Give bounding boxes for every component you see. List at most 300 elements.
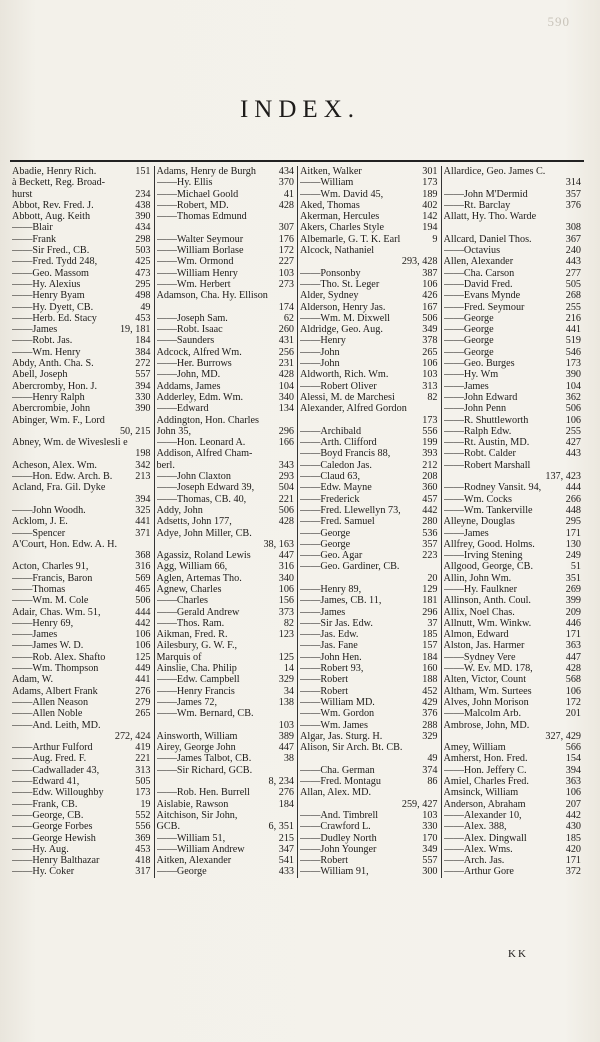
- entry-pages: 185: [565, 832, 581, 844]
- index-entry: [300, 663, 438, 674]
- entry-name: ——Wm. Thompson: [12, 663, 99, 675]
- index-entry: [157, 234, 295, 245]
- index-entry: [444, 358, 582, 369]
- index-entry: [444, 460, 582, 471]
- entry-name: ——Robt. Jas.: [12, 335, 73, 347]
- entry-name: ——George: [443, 346, 494, 358]
- index-entry: [444, 742, 582, 753]
- entry-name: Adamson, Cha. Hy. Ellison: [156, 290, 268, 302]
- entry-pages: 268: [565, 290, 581, 302]
- entry-pages: 280: [422, 516, 438, 528]
- entry-name: Alexander, Alfred Gordon: [300, 403, 407, 415]
- index-entry: [12, 189, 151, 200]
- entry-name: Abbot, Rev. Fred. J.: [12, 199, 94, 211]
- index-entry: [157, 369, 295, 380]
- entry-pages: [436, 245, 438, 256]
- index-entry: [444, 234, 582, 245]
- entry-pages: 194: [422, 222, 438, 234]
- entry-pages: 125: [135, 651, 151, 663]
- index-entry: [12, 561, 151, 572]
- entry-pages: [149, 720, 151, 731]
- entry-pages: [292, 765, 294, 776]
- entry-name: ——Crawford L.: [300, 821, 371, 833]
- index-entry: [157, 652, 295, 663]
- entry-name: ——Edw. Campbell: [156, 674, 240, 686]
- entry-pages: [579, 460, 581, 471]
- index-entry: [444, 776, 582, 787]
- index-entry: [300, 595, 438, 606]
- entry-pages: [149, 482, 151, 493]
- index-entry: [444, 177, 582, 188]
- index-entry: [12, 381, 151, 392]
- entry-pages: 399: [565, 595, 581, 607]
- index-entry: [12, 765, 151, 776]
- index-entry: [157, 437, 295, 448]
- entry-name: [12, 494, 133, 505]
- index-column-4: [441, 166, 585, 878]
- entry-pages: 402: [422, 199, 438, 211]
- entry-name: ——Saunders: [156, 335, 215, 347]
- index-entry: [157, 335, 295, 346]
- entry-name: Adcock, Alfred Wm.: [156, 346, 242, 358]
- entry-pages: 433: [278, 866, 294, 878]
- index-entry: [12, 471, 151, 482]
- entry-pages: 374: [422, 764, 438, 776]
- entry-name: Alten, Victor, Count: [443, 674, 527, 686]
- entry-name: Abell, Joseph: [12, 369, 68, 381]
- index-entry: [300, 833, 438, 844]
- entry-name: ——George: [443, 324, 494, 336]
- entry-pages: [292, 810, 294, 821]
- entry-name: Abdy, Anth. Cha. S.: [12, 358, 94, 370]
- entry-name: Abney, Wm. de Wiveslesli e: [12, 437, 128, 449]
- entry-name: berl.: [156, 459, 175, 471]
- index-entry: [300, 674, 438, 685]
- entry-pages: 438: [135, 199, 151, 211]
- entry-pages: 434: [135, 222, 151, 234]
- index-entry: [12, 482, 151, 493]
- entry-name: Addington, Hon. Charles: [156, 414, 259, 426]
- entry-name: ——Hy. Alexius: [12, 278, 81, 290]
- entry-name: ——John Younger: [300, 843, 377, 855]
- entry-pages: 170: [422, 832, 438, 844]
- index-entry: [12, 448, 151, 459]
- entry-pages: 442: [422, 504, 438, 516]
- index-entry: [300, 708, 438, 719]
- index-entry: [300, 505, 438, 516]
- entry-name: ——Edward: [156, 403, 209, 415]
- entry-pages: 207: [565, 798, 581, 810]
- entry-name: ——Edw. Willoughby: [12, 787, 104, 799]
- index-entry: [12, 335, 151, 346]
- entry-name: ——Geo. Agar: [300, 550, 363, 562]
- entry-pages: 6, 351: [268, 821, 294, 833]
- entry-pages: 279: [135, 696, 151, 708]
- entry-name: ——Charles: [156, 595, 208, 607]
- entry-name: ——William 91,: [300, 866, 369, 878]
- entry-pages: 176: [278, 233, 294, 245]
- index-entry: [157, 720, 295, 731]
- entry-name: Ainsworth, William: [156, 730, 238, 742]
- entry-pages: 420: [565, 843, 581, 855]
- index-entry: [157, 200, 295, 211]
- entry-pages: 372: [565, 866, 581, 878]
- index-entry: [12, 516, 151, 527]
- entry-pages: 446: [565, 617, 581, 629]
- entry-pages: 453: [135, 843, 151, 855]
- entry-pages: 51: [570, 561, 581, 573]
- index-entry: [444, 731, 582, 742]
- entry-pages: 34: [283, 685, 294, 697]
- index-entry: [12, 494, 151, 505]
- entry-pages: 106: [135, 640, 151, 652]
- entry-name: [157, 302, 277, 313]
- entry-pages: 360: [422, 482, 438, 494]
- entry-pages: 428: [278, 199, 294, 211]
- entry-pages: 273: [278, 278, 294, 290]
- index-entry: [157, 516, 295, 527]
- entry-pages: 389: [278, 730, 294, 742]
- entry-pages: 506: [422, 312, 438, 324]
- entry-name: Allfrey, Good. Holms.: [443, 538, 535, 550]
- index-entry: [300, 787, 438, 798]
- entry-pages: 362: [565, 391, 581, 403]
- entry-name: [444, 471, 544, 482]
- entry-pages: 295: [135, 278, 151, 290]
- entry-pages: 151: [135, 166, 151, 177]
- entry-pages: 106: [565, 787, 581, 799]
- entry-name: ——James: [443, 380, 489, 392]
- entry-pages: [292, 415, 294, 426]
- entry-pages: 227: [278, 256, 294, 268]
- entry-pages: 157: [422, 640, 438, 652]
- entry-pages: 442: [565, 809, 581, 821]
- entry-name: ——George: [300, 538, 351, 550]
- index-entry: [157, 776, 295, 787]
- entry-name: ——Arthur Fulford: [12, 742, 93, 754]
- index-entry: [157, 697, 295, 708]
- entry-name: Agg, William 66,: [156, 561, 228, 573]
- entry-pages: 20: [427, 572, 438, 584]
- entry-name: ——Rt. Barclay: [443, 199, 511, 211]
- entry-name: Aked, Thomas: [300, 199, 360, 211]
- index-entry: [12, 460, 151, 471]
- entry-name: ——Edward 41,: [12, 776, 80, 788]
- entry-name: ——Wm. Bernard, CB.: [156, 708, 254, 720]
- index-entry: [157, 640, 295, 651]
- entry-pages: 265: [135, 708, 151, 720]
- entry-pages: 443: [565, 256, 581, 268]
- entry-pages: 329: [422, 730, 438, 742]
- index-entry: [444, 166, 582, 177]
- entry-pages: [149, 415, 151, 426]
- entry-pages: 189: [422, 188, 438, 200]
- entry-name: [157, 720, 277, 731]
- entry-name: Adam, W.: [12, 674, 54, 686]
- index-entry: [444, 753, 582, 764]
- entry-name: ——Frank: [12, 233, 57, 245]
- entry-pages: 556: [422, 425, 438, 437]
- index-entry: [444, 256, 582, 267]
- entry-pages: 427: [565, 437, 581, 449]
- index-entry: [157, 753, 295, 764]
- entry-pages: 125: [278, 651, 294, 663]
- entry-pages: 256: [278, 346, 294, 358]
- index-entry: [157, 528, 295, 539]
- entry-name: Akers, Charles Style: [300, 222, 385, 234]
- entry-name: [444, 731, 544, 742]
- entry-pages: 123: [278, 629, 294, 641]
- entry-pages: 106: [135, 629, 151, 641]
- entry-pages: 541: [278, 855, 294, 867]
- index-entry: [444, 844, 582, 855]
- header-rule: [10, 160, 584, 162]
- entry-pages: [292, 528, 294, 539]
- entry-name: Acheson, Alex. Wm.: [12, 459, 97, 471]
- entry-pages: [149, 177, 151, 188]
- entry-pages: 313: [422, 380, 438, 392]
- entry-name: ——Cadwallader 43,: [12, 764, 100, 776]
- entry-pages: 569: [135, 572, 151, 584]
- entry-pages: [292, 290, 294, 301]
- entry-pages: 376: [565, 199, 581, 211]
- entry-pages: 347: [278, 843, 294, 855]
- index-entry: [157, 607, 295, 618]
- entry-pages: 173: [565, 358, 581, 370]
- index-entry: [12, 222, 151, 233]
- entry-pages: 387: [422, 267, 438, 279]
- index-entry: [444, 607, 582, 618]
- index-entry: [157, 494, 295, 505]
- entry-pages: 301: [422, 166, 438, 177]
- entry-name: ——John Hen.: [300, 651, 362, 663]
- index-entry: [444, 211, 582, 222]
- index-entry: [444, 516, 582, 527]
- entry-name: ——George: [300, 527, 351, 539]
- entry-name: [12, 731, 113, 742]
- entry-pages: 430: [565, 821, 581, 833]
- entry-name: hurst: [12, 188, 33, 200]
- entry-name: ——James 72,: [156, 696, 218, 708]
- entry-pages: 198: [135, 448, 151, 460]
- index-entry: [444, 200, 582, 211]
- entry-name: John 35,: [156, 425, 192, 437]
- entry-name: ——William 51,: [156, 832, 226, 844]
- index-entry: [300, 528, 438, 539]
- index-entry: [157, 629, 295, 640]
- index-entry: [444, 302, 582, 313]
- index-entry: [444, 403, 582, 414]
- entry-name: ——Michael Goold: [156, 188, 239, 200]
- entry-name: ——Hon. Leonard A.: [156, 437, 246, 449]
- entry-pages: 568: [565, 674, 581, 686]
- entry-pages: 199: [422, 437, 438, 449]
- index-entry: [157, 584, 295, 595]
- entry-pages: 536: [422, 527, 438, 539]
- entry-pages: 428: [278, 369, 294, 381]
- index-entry: [444, 290, 582, 301]
- entry-name: ——Sir Fred., CB.: [12, 245, 90, 257]
- entry-pages: 505: [135, 776, 151, 788]
- index-entry: [444, 482, 582, 493]
- entry-pages: 277: [565, 267, 581, 279]
- index-entry: [12, 573, 151, 584]
- entry-pages: 38: [283, 753, 294, 765]
- entry-name: Algar, Jas. Sturg. H.: [300, 730, 383, 742]
- index-entry: [300, 866, 438, 877]
- index-entry: [300, 245, 438, 256]
- entry-pages: 184: [135, 335, 151, 347]
- index-entry: [12, 324, 151, 335]
- index-entry: [12, 403, 151, 414]
- entry-name: [157, 539, 262, 550]
- entry-name: ——Wm. M. Cole: [12, 595, 89, 607]
- entry-pages: 357: [565, 188, 581, 200]
- index-entry: [300, 302, 438, 313]
- index-entry: [300, 516, 438, 527]
- index-entry: [300, 731, 438, 742]
- entry-pages: 313: [135, 764, 151, 776]
- entry-pages: 504: [278, 482, 294, 494]
- index-entry: [300, 844, 438, 855]
- entry-pages: 276: [135, 685, 151, 697]
- entry-pages: 505: [565, 278, 581, 290]
- entry-pages: 234: [135, 188, 151, 200]
- entry-pages: 330: [422, 821, 438, 833]
- entry-pages: 393: [422, 448, 438, 460]
- index-entry: [444, 279, 582, 290]
- entry-name: ——Geo. Massom: [12, 267, 89, 279]
- entry-name: [300, 256, 400, 267]
- index-entry: [12, 810, 151, 821]
- entry-pages: 166: [278, 437, 294, 449]
- entry-pages: 103: [422, 369, 438, 381]
- index-entry: [444, 787, 582, 798]
- entry-name: ——Sir Jas. Edw.: [300, 617, 373, 629]
- entry-name: Allnutt, Wm. Winkw.: [443, 617, 532, 629]
- index-entry: [300, 652, 438, 663]
- entry-pages: 82: [427, 391, 438, 403]
- entry-pages: 314: [565, 177, 581, 189]
- entry-name: ——W. Ev. MD. 178,: [443, 663, 533, 675]
- index-entry: [157, 686, 295, 697]
- entry-name: ——Caledon Jas.: [300, 459, 372, 471]
- entry-name: Amey, William: [443, 742, 506, 754]
- index-entry: [157, 573, 295, 584]
- entry-pages: 330: [135, 391, 151, 403]
- entry-pages: 106: [422, 358, 438, 370]
- index-entry: [12, 799, 151, 810]
- index-entry: [12, 844, 151, 855]
- entry-pages: 452: [422, 685, 438, 697]
- entry-pages: 221: [135, 753, 151, 765]
- entry-name: ——George: [156, 866, 207, 878]
- index-entry: [157, 539, 295, 550]
- entry-pages: 156: [278, 595, 294, 607]
- entry-name: ——Hy. Ellis: [156, 177, 213, 189]
- entry-pages: 104: [278, 380, 294, 392]
- entry-name: Alder, Sydney: [300, 290, 359, 302]
- index-entry: [300, 189, 438, 200]
- entry-pages: 378: [422, 335, 438, 347]
- entry-pages: 104: [565, 380, 581, 392]
- entry-name: ——Wm. Ormond: [156, 256, 234, 268]
- entry-pages: [579, 166, 581, 177]
- index-entry: [444, 618, 582, 629]
- entry-name: Aglen, Artemas Tho.: [156, 572, 242, 584]
- entry-pages: 342: [135, 459, 151, 471]
- entry-pages: 443: [565, 448, 581, 460]
- entry-name: ——Robert: [300, 855, 349, 867]
- entry-name: ——Henry Francis: [156, 685, 235, 697]
- index-entry: [12, 629, 151, 640]
- entry-pages: 546: [565, 346, 581, 358]
- index-entry: [157, 663, 295, 674]
- entry-name: Marquis of: [156, 651, 202, 663]
- entry-pages: 293, 428: [401, 256, 438, 268]
- index-entry: [12, 290, 151, 301]
- entry-pages: 265: [422, 346, 438, 358]
- entry-name: ——Frederick: [300, 493, 360, 505]
- entry-name: [157, 776, 267, 787]
- entry-pages: 506: [135, 595, 151, 607]
- index-entry: [300, 448, 438, 459]
- index-entry: [444, 550, 582, 561]
- entry-name: Allin, John Wm.: [443, 572, 512, 584]
- entry-name: ——Joseph Edward 39,: [156, 482, 255, 494]
- index-entry: [300, 166, 438, 177]
- entry-name: Aitken, Walker: [300, 166, 362, 177]
- entry-pages: 215: [278, 832, 294, 844]
- entry-pages: 138: [278, 696, 294, 708]
- entry-name: Addams, James: [156, 380, 221, 392]
- index-entry: [157, 787, 295, 798]
- index-entry: [300, 561, 438, 572]
- entry-name: ——Fred. Montagu: [300, 776, 381, 788]
- entry-name: Aldridge, Geo. Aug.: [300, 324, 383, 336]
- entry-name: [300, 799, 400, 810]
- index-entry: [300, 753, 438, 764]
- entry-pages: 369: [135, 832, 151, 844]
- entry-pages: 329: [278, 674, 294, 686]
- entry-name: ——Geo. Gardiner, CB.: [300, 561, 400, 573]
- index-entry: [444, 222, 582, 233]
- entry-name: Albemarle, G. T. K. Earl: [300, 233, 401, 245]
- entry-name: ——Walter Seymour: [156, 233, 244, 245]
- entry-name: Amsinck, William: [443, 787, 519, 799]
- entry-pages: 19: [140, 798, 151, 810]
- entry-name: ——Herb. Ed. Stacy: [12, 312, 97, 324]
- entry-pages: 428: [565, 663, 581, 675]
- entry-name: Abercromby, Hon. J.: [12, 380, 98, 392]
- index-entry: [300, 607, 438, 618]
- entry-name: ——And. Timbrell: [300, 809, 379, 821]
- index-entry: [157, 358, 295, 369]
- entry-pages: 249: [565, 550, 581, 562]
- entry-name: [444, 222, 564, 233]
- entry-name: ——George, CB.: [12, 809, 84, 821]
- entry-name: Aikman, Fred. R.: [156, 629, 228, 641]
- index-entry: [12, 256, 151, 267]
- index-entry: [157, 742, 295, 753]
- entry-pages: 173: [135, 787, 151, 799]
- index-entry: [12, 392, 151, 403]
- index-entry: [300, 437, 438, 448]
- entry-name: ——Wm. Gordon: [300, 708, 375, 720]
- index-entry: [12, 347, 151, 358]
- entry-pages: 129: [422, 583, 438, 595]
- entry-pages: 506: [278, 504, 294, 516]
